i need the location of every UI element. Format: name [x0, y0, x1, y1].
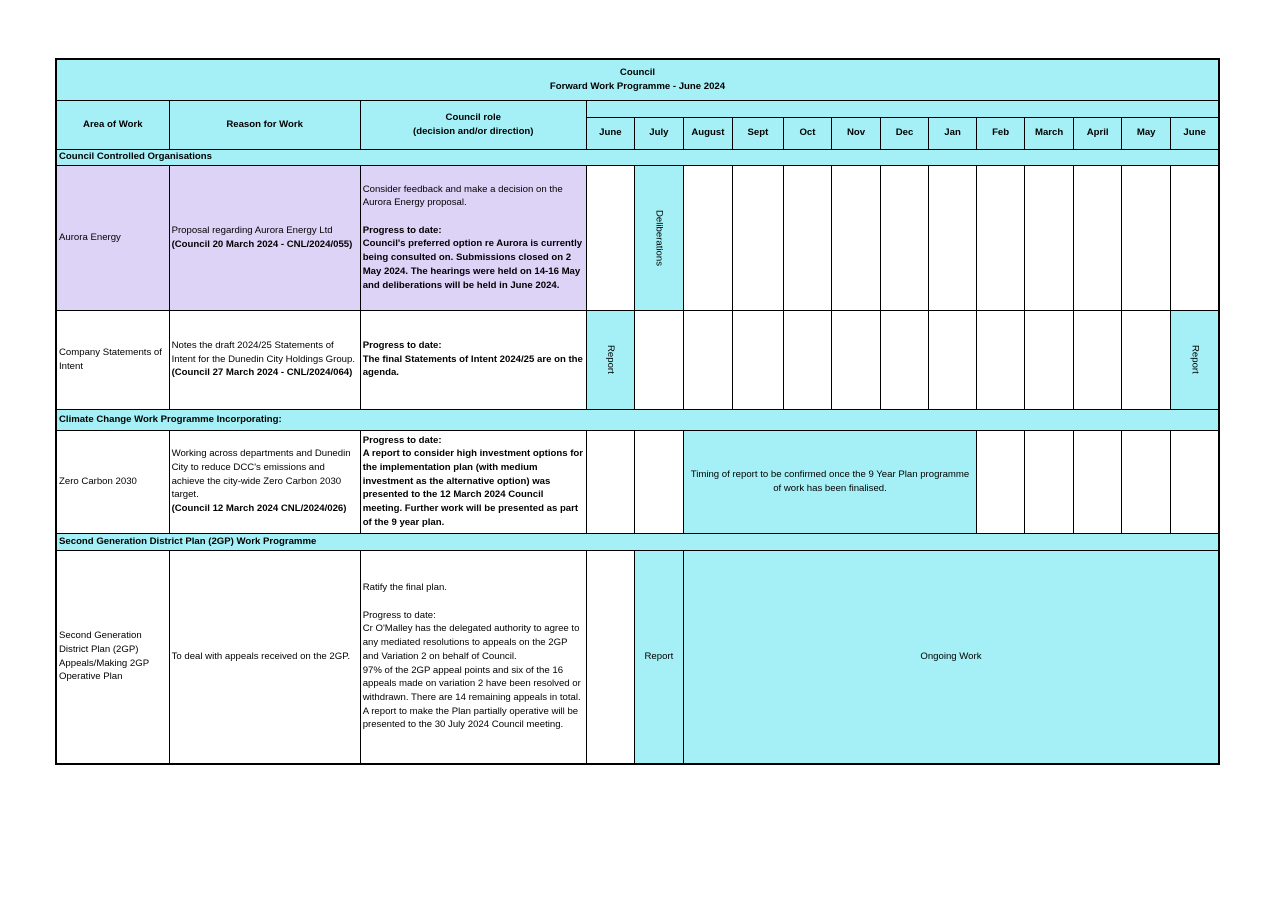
month-cell	[977, 165, 1025, 310]
month-cell-highlight	[586, 310, 634, 409]
month-cell	[586, 430, 634, 533]
month-header: Sept	[732, 117, 783, 149]
reason-cell	[169, 310, 360, 409]
month-cell-highlight	[1171, 310, 1219, 409]
month-cell	[683, 310, 732, 409]
month-cell	[1025, 310, 1074, 409]
month-header: Dec	[881, 117, 929, 149]
area-cell: Second Generation District Plan (2GP) Appeals/Making 2GP Operative Plan	[56, 550, 169, 764]
month-cell	[881, 310, 929, 409]
area-cell: Aurora Energy	[56, 165, 169, 310]
area-cell: Company Statements of Intent	[56, 310, 169, 409]
month-cell	[586, 165, 634, 310]
header-row	[56, 100, 1219, 117]
role-cell	[360, 310, 586, 409]
month-cell	[1122, 165, 1171, 310]
area-cell: Zero Carbon 2030	[56, 430, 169, 533]
month-cell	[783, 165, 831, 310]
month-header: May	[1122, 117, 1171, 149]
month-cell	[831, 165, 880, 310]
progress-label: Progress to date:	[362, 339, 442, 351]
report-label: Report	[605, 345, 617, 374]
month-cell	[634, 310, 683, 409]
month-cell	[929, 165, 977, 310]
section-row	[56, 409, 1219, 430]
header-reason: Reason for Work	[169, 100, 360, 149]
month-cell	[732, 310, 783, 409]
month-cell	[783, 310, 831, 409]
title-row	[56, 59, 1219, 100]
month-cell	[1025, 165, 1074, 310]
header-area: Area of Work	[56, 100, 169, 149]
page-title	[56, 59, 1219, 100]
progress-text: The final Statements of Intent 2024/25 are on the agenda.	[362, 353, 583, 379]
table-row-aurora	[56, 165, 1219, 310]
section-heading-climate: Climate Change Work Programme Incorporating:	[56, 409, 1219, 430]
month-cell	[1171, 430, 1219, 533]
role-cell	[360, 550, 586, 764]
months-band	[586, 100, 1219, 117]
role-cell	[360, 430, 586, 533]
timing-note: Timing of report to be confirmed once the 9 Year Plan programme of work has been finalised.	[683, 430, 976, 533]
progress-paragraph: Cr O'Malley has the delegated authority to agree to any mediated resolutions to appeals on the 2GP and Variation 2 on behalf of Council.	[362, 623, 580, 662]
reason-reference: (Council 12 March 2024 CNL/2024/026)	[171, 503, 347, 515]
deliberations-label: Deliberations	[653, 209, 665, 266]
month-cell-highlight	[634, 165, 683, 310]
header-role-line1: Council role	[445, 111, 501, 123]
report-label: Report	[1189, 345, 1201, 374]
role-intro: Consider feedback and make a decision on the Aurora Energy proposal.	[362, 183, 563, 209]
month-cell	[831, 310, 880, 409]
month-cell	[1074, 310, 1122, 409]
month-cell	[1122, 430, 1171, 533]
month-cell	[1122, 310, 1171, 409]
ongoing-work: Ongoing Work	[683, 550, 1219, 764]
progress-label: Progress to date:	[362, 434, 442, 446]
progress-label: Progress to date:	[362, 609, 436, 621]
month-cell	[683, 165, 732, 310]
month-cell	[1025, 430, 1074, 533]
reason-reference: (Council 27 March 2024 - CNL/2024/064)	[171, 367, 353, 379]
section-row	[56, 533, 1219, 550]
month-header: June	[1171, 117, 1219, 149]
header-role-line2: (decision and/or direction)	[413, 125, 534, 137]
report-label: Report	[634, 550, 683, 764]
reason-cell	[169, 165, 360, 310]
section-row	[56, 149, 1219, 165]
table-row-zero-carbon	[56, 430, 1219, 533]
month-cell	[732, 165, 783, 310]
reason-cell: To deal with appeals received on the 2GP.	[169, 550, 360, 764]
month-header: Oct	[783, 117, 831, 149]
table-row-2gp	[56, 550, 1219, 764]
progress-text: Council's preferred option re Aurora is currently being consulted on. Submissions closed on 2 May 2024. The hearings were held on 14-16 May and deliberations will be held in June 2024.	[362, 238, 583, 291]
month-cell	[977, 430, 1025, 533]
month-cell	[1074, 165, 1122, 310]
section-heading-2gp: Second Generation District Plan (2GP) Work Programme	[56, 533, 1219, 550]
progress-text: A report to consider high investment options for the implementation plan (with medium investment as the alternative option) was presented to the 12 March 2024 Council meeting. Further work will be presented as part of the 9 year plan.	[362, 448, 583, 528]
month-cell	[634, 430, 683, 533]
title-line1: Council	[619, 67, 656, 79]
month-header: Jan	[929, 117, 977, 149]
month-header: June	[586, 117, 634, 149]
section-heading-cco: Council Controlled Organisations	[56, 149, 1219, 165]
month-cell	[1074, 430, 1122, 533]
reason-text: Notes the draft 2024/25 Statements of Intent for the Dunedin City Holdings Group.	[171, 339, 356, 365]
month-cell	[881, 165, 929, 310]
month-header: Nov	[831, 117, 880, 149]
month-header: August	[683, 117, 732, 149]
header-council-role	[360, 100, 586, 149]
forward-work-programme-table	[55, 58, 1220, 765]
reason-cell	[169, 430, 360, 533]
month-cell	[977, 310, 1025, 409]
month-cell	[1171, 165, 1219, 310]
progress-label: Progress to date:	[362, 224, 442, 236]
progress-paragraph: A report to make the Plan partially operative will be presented to the 30 July 2024 Council meeting.	[362, 705, 579, 731]
role-cell	[360, 165, 586, 310]
progress-paragraph: 97% of the 2GP appeal points and six of the 16 appeals made on variation 2 have been resolved or withdrawn. There are 14 remaining appeals in total.	[362, 664, 581, 703]
month-header: March	[1025, 117, 1074, 149]
title-line2: Forward Work Programme - June 2024	[549, 80, 726, 92]
month-header: July	[634, 117, 683, 149]
month-cell	[586, 550, 634, 764]
reason-text: Proposal regarding Aurora Energy Ltd	[171, 224, 333, 236]
month-header: Feb	[977, 117, 1025, 149]
table-row-soi	[56, 310, 1219, 409]
month-cell	[929, 310, 977, 409]
reason-reference: (Council 20 March 2024 - CNL/2024/055)	[171, 238, 353, 250]
role-intro: Ratify the final plan.	[362, 582, 447, 594]
month-header: April	[1074, 117, 1122, 149]
reason-text: Working across departments and Dunedin City to reduce DCC's emissions and achieve the city-wide Zero Carbon 2030 target.	[171, 448, 351, 501]
